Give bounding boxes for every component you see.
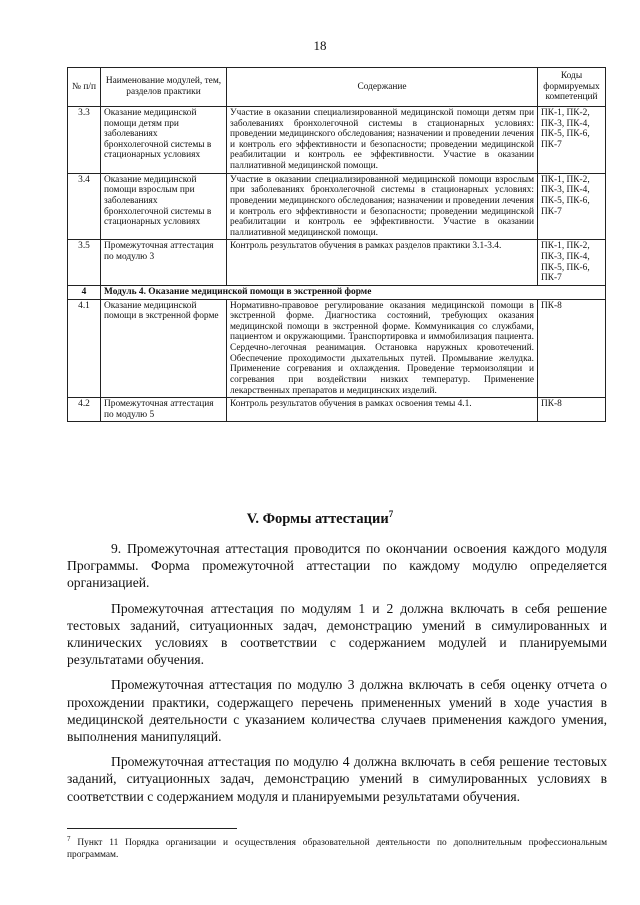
row-name: Промежуточная аттестация по модулю 5: [101, 398, 227, 422]
footnote-marker: 7: [67, 835, 71, 843]
paragraph: Промежуточная аттестация по модулю 4 должна включать в себя решение тестовых заданий, ситуационных задач, демонстрацию умений в симулированных условиях в соответствии с содержанием модуля и планируемыми результатами обучения.: [67, 754, 607, 804]
footnote-reference[interactable]: 7: [388, 509, 394, 519]
footnote-text: Пункт 11 Порядка организации и осуществления образовательной деятельности по дополнительным профессиональным программам.: [67, 838, 607, 861]
footnote-divider: [67, 828, 237, 829]
paragraph: 9. Промежуточная аттестация проводится по окончании освоения каждого модуля Программы. Форма промежуточной аттестации по каждому модулю определяется организацией.: [67, 541, 607, 591]
table-header-row: [68, 68, 606, 107]
row-num: 3.5: [68, 240, 101, 286]
module-row: [68, 285, 606, 299]
header-codes: Коды формируемых компетенций: [538, 68, 606, 107]
row-name: Промежуточная аттестация по модулю 3: [101, 240, 227, 286]
section-heading: [0, 509, 640, 528]
section-heading-text: V. Формы аттестации: [246, 510, 389, 527]
row-content: Контроль результатов обучения в рамках освоения темы 4.1.: [227, 398, 538, 422]
page-number: 18: [313, 38, 327, 53]
footnote: [67, 835, 607, 862]
row-codes: ПК-8: [538, 299, 606, 398]
row-num: 4.1: [68, 299, 101, 398]
row-name: Оказание медицинской помощи детям при заболеваниях бронхолегочной системы в стационарных условиях: [101, 106, 227, 173]
header-num: № п/п: [68, 68, 101, 107]
module-title: Модуль 4. Оказание медицинской помощи в экстренной форме: [101, 285, 606, 299]
table-row: [68, 299, 606, 398]
row-codes: ПК-1, ПК-2, ПК-3, ПК-4, ПК-5, ПК-6, ПК-7: [538, 106, 606, 173]
table-row: [68, 106, 606, 173]
row-content: Нормативно-правовое регулирование оказания медицинской помощи в экстренной форме. Диагностика состояний, требующих оказания медицинской помощи в экстренной форме. Коммуникация со службами, пациентом и окружающими. Транспортировка и иммобилизация пациента. Сердечно-легочная реанимация. Остановка наружных кровотечений. Обеспечение проходимости дыхательных путей. Промывание желудка. Применение согревания и охлаждения. Проведение термоизоляции и согревания при воздействии низких температур. Применение лекарственных препаратов и медицинских изделий.: [227, 299, 538, 398]
paragraph: Промежуточная аттестация по модулям 1 и 2 должна включать в себя решение тестовых заданий, ситуационных задач, демонстрацию умений в симулированных и клинических условиях в соответствии с содержанием модулей и планируемыми результатами обучения.: [67, 600, 607, 668]
row-content: Контроль результатов обучения в рамках разделов практики 3.1-3.4.: [227, 240, 538, 286]
row-codes: ПК-8: [538, 398, 606, 422]
row-codes: ПК-1, ПК-2, ПК-3, ПК-4, ПК-5, ПК-6, ПК-7: [538, 240, 606, 286]
header-content: Содержание: [227, 68, 538, 107]
row-name: Оказание медицинской помощи в экстренной форме: [101, 299, 227, 398]
row-num: 4.2: [68, 398, 101, 422]
body-text: [67, 540, 607, 813]
row-content: Участие в оказании специализированной медицинской помощи детям при заболеваниях бронхолегочной системы в стационарных условиях: проведении медицинского обследования; назначении и проведении лечения и контроль его эффективности и безопасности; проведении медицинской реабилитации и контроль ее эффективности. Участие в оказании паллиативной медицинской помощи.: [227, 106, 538, 173]
row-num: 3.4: [68, 173, 101, 240]
curriculum-table: [67, 67, 606, 422]
header-name: Наименование модулей, тем, разделов практики: [101, 68, 227, 107]
table-row: [68, 240, 606, 286]
table-row: [68, 173, 606, 240]
row-codes: ПК-1, ПК-2, ПК-3, ПК-4, ПК-5, ПК-6, ПК-7: [538, 173, 606, 240]
module-num: 4: [68, 285, 101, 299]
row-num: 3.3: [68, 106, 101, 173]
row-content: Участие в оказании специализированной медицинской помощи взрослым при заболеваниях бронхолегочной системы в стационарных условиях: проведении медицинского обследования; назначении и проведении лечения и контроль его эффективности и безопасности; проведении медицинской реабилитации и контроль ее эффективности. Участие в оказании паллиативной медицинской помощи.: [227, 173, 538, 240]
table-row: [68, 398, 606, 422]
paragraph: Промежуточная аттестация по модулю 3 должна включать в себя оценку отчета о прохождении практики, содержащего перечень примененных умений в ходе участия в медицинской деятельности с указанием количества случаев применения каждого умения, выполнения манипуляций.: [67, 677, 607, 745]
row-name: Оказание медицинской помощи взрослым при заболеваниях бронхолегочной системы в стационарных условиях: [101, 173, 227, 240]
